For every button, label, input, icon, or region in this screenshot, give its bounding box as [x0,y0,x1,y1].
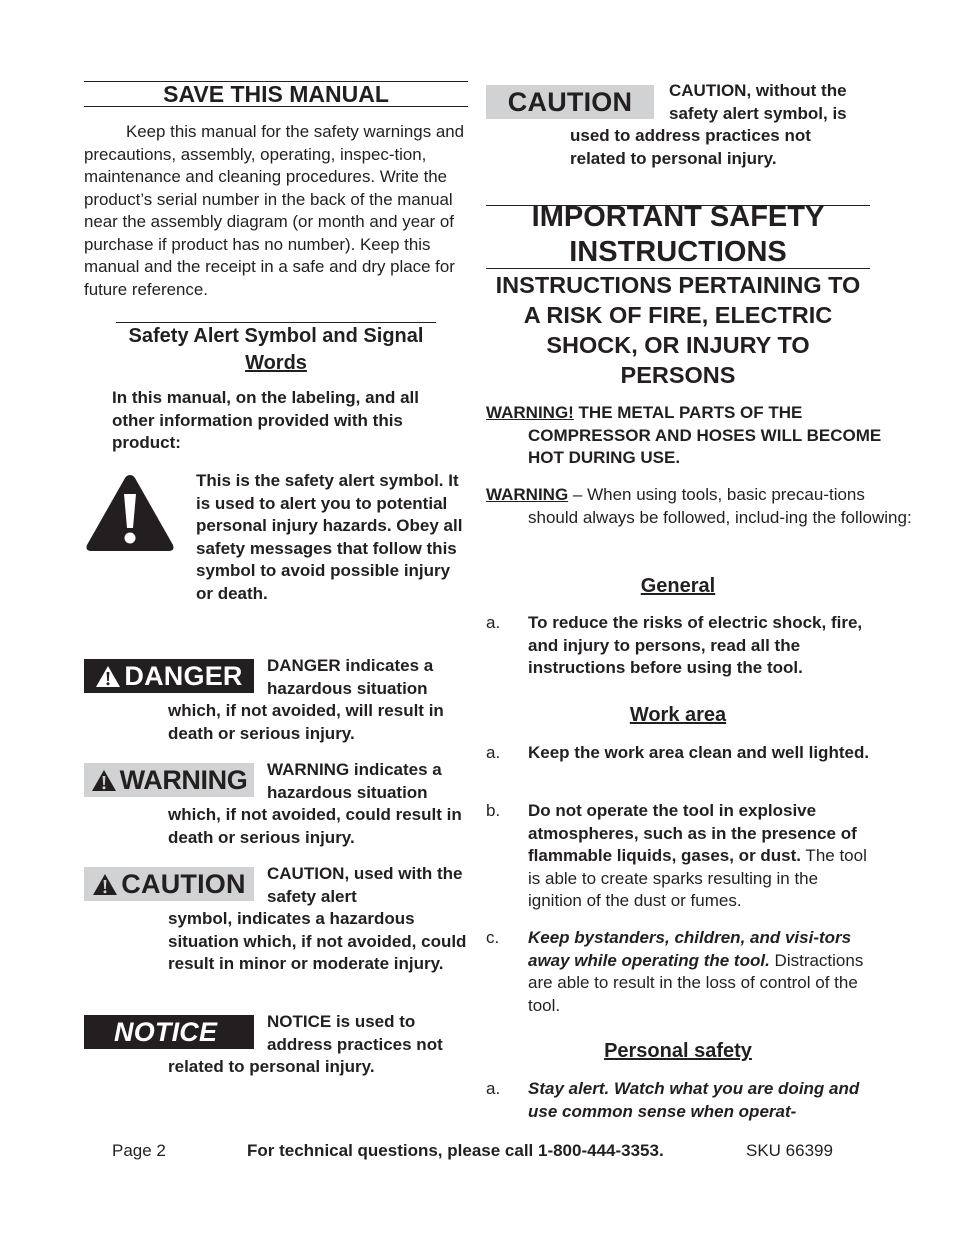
save-manual-heading: SAVE THIS MANUAL [163,81,389,107]
work-item-b-bold: Do not operate the tool in explosive atmospheres, such as in the presence of flammable liquids, gases, or dust. [528,801,857,865]
warning-basic-text: – When using tools, basic precau-tions should always be followed, includ-ing the following: [528,485,912,527]
notice-desc-first: NOTICE is used to address practices not [267,1012,443,1054]
work-area-heading [486,702,870,728]
notice-description [168,1011,470,1079]
warning-hot-parts [486,402,912,470]
caution-label: CAUTION [121,868,246,899]
work-item-c-letter: c. [486,928,500,947]
intro-text: In this manual, on the labeling, and all other information provided with this product: [112,388,419,452]
footer-phone: For technical questions, please call 1-800-444-3353. [247,1141,664,1160]
caution-alert-icon [92,873,118,896]
personal-safety-heading-text: Personal safety [604,1040,752,1062]
important-heading [486,200,870,270]
symbol-heading-line1: Safety Alert Symbol and Signal [128,325,424,347]
footer-page-number: Page 2 [112,1141,166,1160]
warning-desc-rest: which, if not avoided, could result in death or serious injury. [168,805,462,847]
warning-desc-first: WARNING indicates a hazardous situation [267,760,442,802]
personal-item-a-letter: a. [486,1079,501,1098]
work-item-b-normal: The tool is able to create sparks resulting in the ignition of the dust or fumes. [528,846,867,910]
general-heading [486,573,870,599]
danger-alert-icon [95,665,121,688]
caution-nosymbol-first: CAUTION, without the safety alert symbol, is [669,81,847,123]
warning-hot-label: WARNING! [486,403,574,422]
general-item-a-text: To reduce the risks of electric shock, fire, and injury to persons, read all the instructions before using the tool. [528,613,863,677]
personal-safety-heading [486,1038,870,1064]
general-item-a-letter: a. [486,613,501,632]
caution-nosymbol-description [570,80,870,170]
symbol-heading-line2: Words [245,352,307,374]
work-area-heading-text: Work area [629,704,727,726]
general-heading-text: General [640,575,716,597]
work-item-b-letter: b. [486,801,501,820]
caution-desc-rest: symbol, indicates a hazardous situation which, if not avoided, could result in minor or moderate injury. [168,909,467,973]
important-line2: INSTRUCTIONS [569,236,787,268]
work-item-a-text: Keep the work area clean and well lighted. [528,743,870,762]
footer-sku: SKU 66399 [746,1141,833,1160]
warning-basic-precautions [486,484,912,529]
warning-label: WARNING [119,764,248,795]
work-item-a [486,742,871,788]
important-line1: IMPORTANT SAFETY [531,201,825,233]
caution-nosymbol-label: CAUTION [507,86,633,117]
danger-description [168,655,468,745]
danger-desc-first: DANGER indicates a hazardous situation [267,656,434,698]
caution-description [168,863,470,976]
safety-alert-triangle-icon [84,472,176,554]
important-bottom-rule [486,268,870,269]
personal-item-a [486,1078,871,1124]
warning-alert-icon [91,769,117,792]
work-item-a-letter: a. [486,743,501,762]
general-item-a [486,612,871,682]
warning-description [168,759,468,849]
warning-hot-text: THE METAL PARTS OF THE COMPRESSOR AND HOSES WILL BECOME HOT DURING USE. [528,403,882,467]
warning-basic-label: WARNING [486,485,569,504]
work-item-c-normal: Distractions are able to result in the loss of control of the tool. [528,950,864,1015]
notice-desc-rest: related to personal injury. [168,1057,375,1076]
work-item-c [486,927,871,1019]
caution-desc-first: CAUTION, used with the safety alert [267,864,463,906]
pertaining-heading: INSTRUCTIONS PERTAINING TO A RISK OF FIRE, ELECTRIC SHOCK, OR INJURY TO PERSONS [495,272,861,388]
heading-rule [84,106,468,107]
caution-nosymbol-rest: used to address practices not related to personal injury. [570,126,811,168]
save-manual-paragraph: Keep this manual for the safety warnings and precautions, assembly, operating, inspec-tion, maintenance and cleaning procedures. Write the product’s serial number in the back of the manual near the assembly diagram (or month and year of purchase if product has no number). Keep this manual and the receipt in a safe and dry place for future reference. [84,122,465,299]
personal-item-a-text: Stay alert. Watch what you are doing and use common sense when operat- [528,1079,860,1121]
notice-label: NOTICE [114,1016,218,1047]
danger-desc-rest: which, if not avoided, will result in death or serious injury. [168,701,444,743]
work-item-b [486,800,871,915]
symbol-heading [100,323,452,377]
work-item-c-bold: Keep bystanders, children, and visi-tors away while operating the tool. [528,928,852,970]
danger-label: DANGER [124,660,243,691]
alert-symbol-description: This is the safety alert symbol. It is used to alert you to potential personal injury hazards. Obey all safety messages that follow this symbol to avoid possible injury or death. [196,471,463,603]
